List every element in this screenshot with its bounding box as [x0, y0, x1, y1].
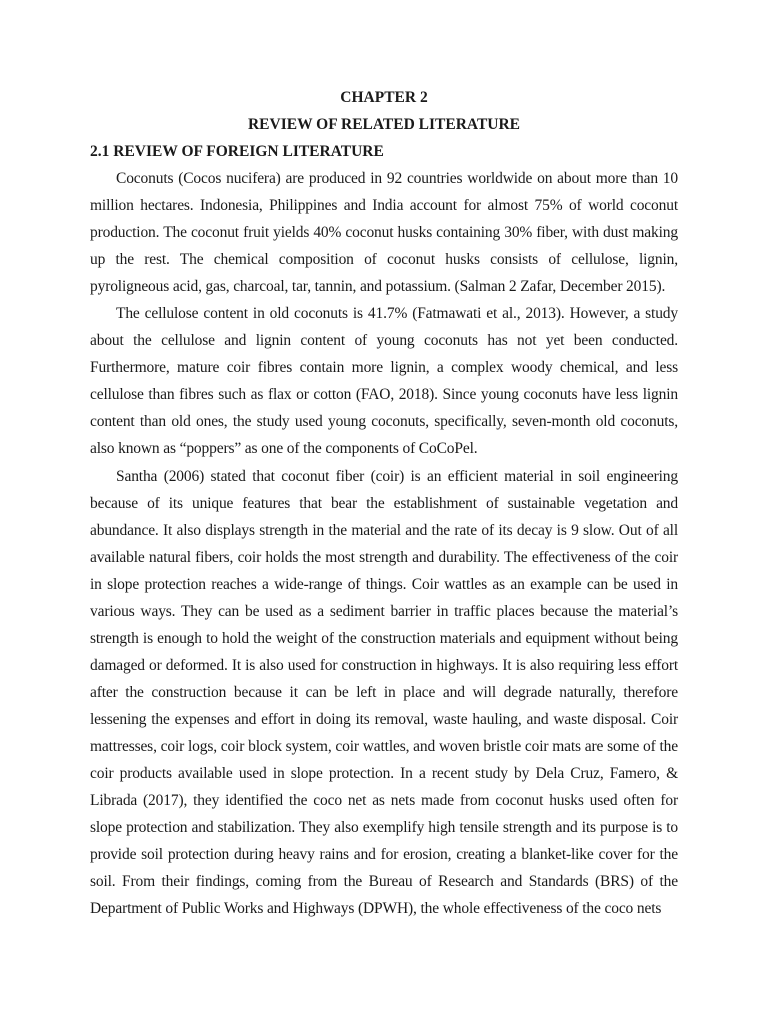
document-page: [90, 84, 678, 922]
paragraph-3: Santha (2006) stated that coconut fiber (coir) is an efficient material in soil engineering because of its unique features that bear the establishment of sustainable vegetation and abundance. It also displays strength in the material and the rate of its decay is 9 slow. Out of all available natural fibers, coir holds the most strength and durability. The effectiveness of the coir in slope protection reaches a wide-range of things. Coir wattles as an example can be used in various ways. They can be used as a sediment barrier in traffic places because the material’s strength is enough to hold the weight of the construction materials and equipment without being damaged or deformed. It is also used for construction in highways. It is also requiring less effort after the construction because it can be left in place and will degrade naturally, therefore lessening the expenses and effort in doing its removal, waste hauling, and waste disposal. Coir mattresses, coir logs, coir block system, coir wattles, and woven bristle coir mats are some of the coir products available used in slope protection. In a recent study by Dela Cruz, Famero, & Librada (2017), they identified the coco net as nets made from coconut husks used often for slope protection and stabilization. They also exemplify high tensile strength and its purpose is to provide soil protection during heavy rains and for erosion, creating a blanket-like cover for the soil. From their findings, coming from the Bureau of Research and Standards (BRS) of the Department of Public Works and Highways (DPWH), the whole effectiveness of the coco nets: [90, 467, 678, 918]
paragraph-2: The cellulose content in old coconuts is 41.7% (Fatmawati et al., 2013). However, a study about the cellulose and lignin content of young coconuts has not yet been conducted. Furthermore, mature coir fibres contain more lignin, a complex woody chemical, and less cellulose than fibres such as flax or cotton (FAO, 2018). Since young coconuts have less lignin content than old ones, the study used young coconuts, specifically, seven-month old coconuts, also known as “poppers” as one of the components of CoCoPel.: [90, 305, 678, 458]
chapter-title: REVIEW OF RELATED LITERATURE: [247, 116, 521, 133]
paragraph-1: Coconuts (Cocos nucifera) are produced in 92 countries worldwide on about more than 10 million hectares. Indonesia, Philippines and India account for almost 75% of world coconut production. The coconut fruit yields 40% coconut husks containing 30% fiber, with dust making up the rest. The chemical composition of coconut husks consists of cellulose, lignin, pyroligneous acid, gas, charcoal, tar, tannin, and potassium. (Salman 2 Zafar, December 2015).: [90, 170, 678, 296]
chapter-label: CHAPTER 2: [340, 89, 428, 106]
section-heading: 2.1 REVIEW OF FOREIGN LITERATURE: [90, 143, 384, 160]
